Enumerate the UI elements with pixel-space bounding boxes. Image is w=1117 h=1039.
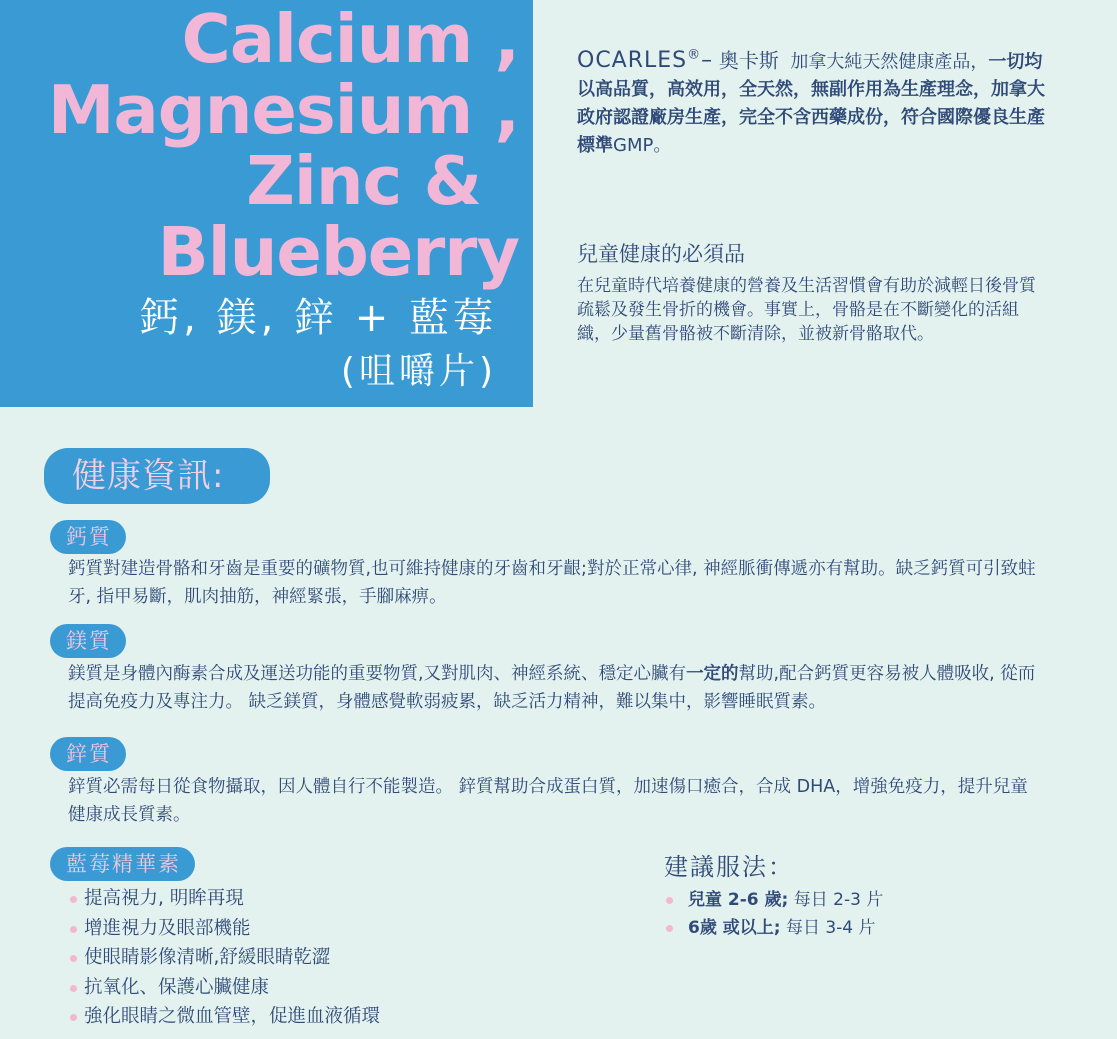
health-info-label: 健康資訊: (72, 456, 225, 496)
kids-health-body: 在兒童時代培養健康的營養及生活習慣會有助於減輕日後骨質疏鬆及發生骨折的機會。事實上，骨骼是在不斷變化的活組織，少量舊骨骼被不斷清除，並被新骨骼取代。 (577, 276, 1036, 344)
dosage-list (664, 886, 883, 942)
list-item: 提高視力, 明眸再現 (68, 884, 380, 914)
tag-magnesium: 鎂質 (50, 624, 126, 658)
dosage-item (664, 886, 883, 914)
bullet-dot-icon (70, 896, 77, 903)
product-form-cn: (咀嚼片) (340, 351, 497, 392)
list-item: 抗氧化、保護心臟健康 (68, 973, 380, 1003)
intro-text-d: GMP。 (613, 135, 672, 157)
kids-health-title: 兒童健康的必須品 (577, 242, 745, 266)
dosage-amount: 每日 2-3 片 (793, 890, 884, 910)
intro-text-a: 加拿大純天然健康產品， (790, 51, 989, 73)
brand-name: OCARLES®– (577, 48, 714, 74)
list-item: 使眼睛影像清晰,舒緩眼睛乾澀 (68, 943, 380, 973)
title-line-blueberry: Blueberry (157, 213, 519, 291)
intro-text-c: 符合國際優良生產標準 (577, 107, 1045, 157)
dosage-item (664, 914, 883, 942)
title-line-zinc: Zinc & (246, 142, 481, 220)
magnesium-text: 鎂質是身體內酶素合成及運送功能的重要物質,又對肌肉、神經系統、穩定心臟有一定的幫助,配合鈣質更容易被人體吸收, 從而提高免疫力及專注力。 缺乏鎂質，身體感覺軟弱疲累，缺乏活力精神，難以集中，影響睡眠質素。 (68, 664, 1036, 712)
bullet-dot-icon (70, 955, 77, 962)
bullet-dot-icon (70, 1014, 77, 1021)
product-title (0, 0, 519, 291)
zinc-text: 鋅質必需每日從食物攝取，因人體自行不能製造。 鋅質幫助合成蛋白質，加速傷口癒合，合成 DHA，增強免疫力，提升兒童健康成長質素。 (68, 777, 1028, 825)
tag-zinc: 鋅質 (50, 737, 126, 771)
bullet-dot-icon (666, 925, 673, 932)
hero-banner (0, 0, 533, 407)
product-subtitle-cn: 鈣, 鎂, 鋅 + 藍莓 (139, 295, 497, 341)
list-item: 增進視力及眼部機能 (68, 914, 380, 944)
registered-mark: ® (687, 48, 702, 63)
dosage-age: 兒童 2-6 歲; (688, 890, 789, 910)
dosage-title: 建議服法： (664, 853, 794, 881)
tag-calcium: 鈣質 (50, 520, 126, 554)
brand-name-cn: 奧卡斯 (718, 48, 779, 73)
bullet-dot-icon (70, 985, 77, 992)
dosage-amount: 每日 3-4 片 (785, 918, 876, 938)
title-line-calcium: Calcium , (181, 0, 519, 78)
dosage-age: 6歲 或以上; (688, 918, 781, 938)
bullet-dot-icon (70, 926, 77, 933)
tag-blueberry: 藍莓精華素 (50, 847, 195, 881)
health-info-heading (44, 448, 270, 504)
calcium-text: 鈣質對建造骨骼和牙齒是重要的礦物質,也可維持健康的牙齒和牙齦;對於正常心律, 神經脈衝傳遞亦有幫助。缺乏鈣質可引致蛀牙, 指甲易斷，肌肉抽筋，神經緊張，手腳麻痹。 (68, 559, 1036, 607)
bullet-dot-icon (666, 897, 673, 904)
brand-intro (577, 42, 1047, 160)
intro-text-b: 一切均以高品質，高效用，全天然，無副作用為生產理念，加拿大政府認證廠房生產，完全不含西藥成份， (577, 51, 1045, 129)
blueberry-benefits-list (68, 884, 380, 1032)
title-line-magnesium: Magnesium , (47, 71, 519, 149)
list-item: 強化眼睛之微血管壁，促進血液循環 (68, 1002, 380, 1032)
